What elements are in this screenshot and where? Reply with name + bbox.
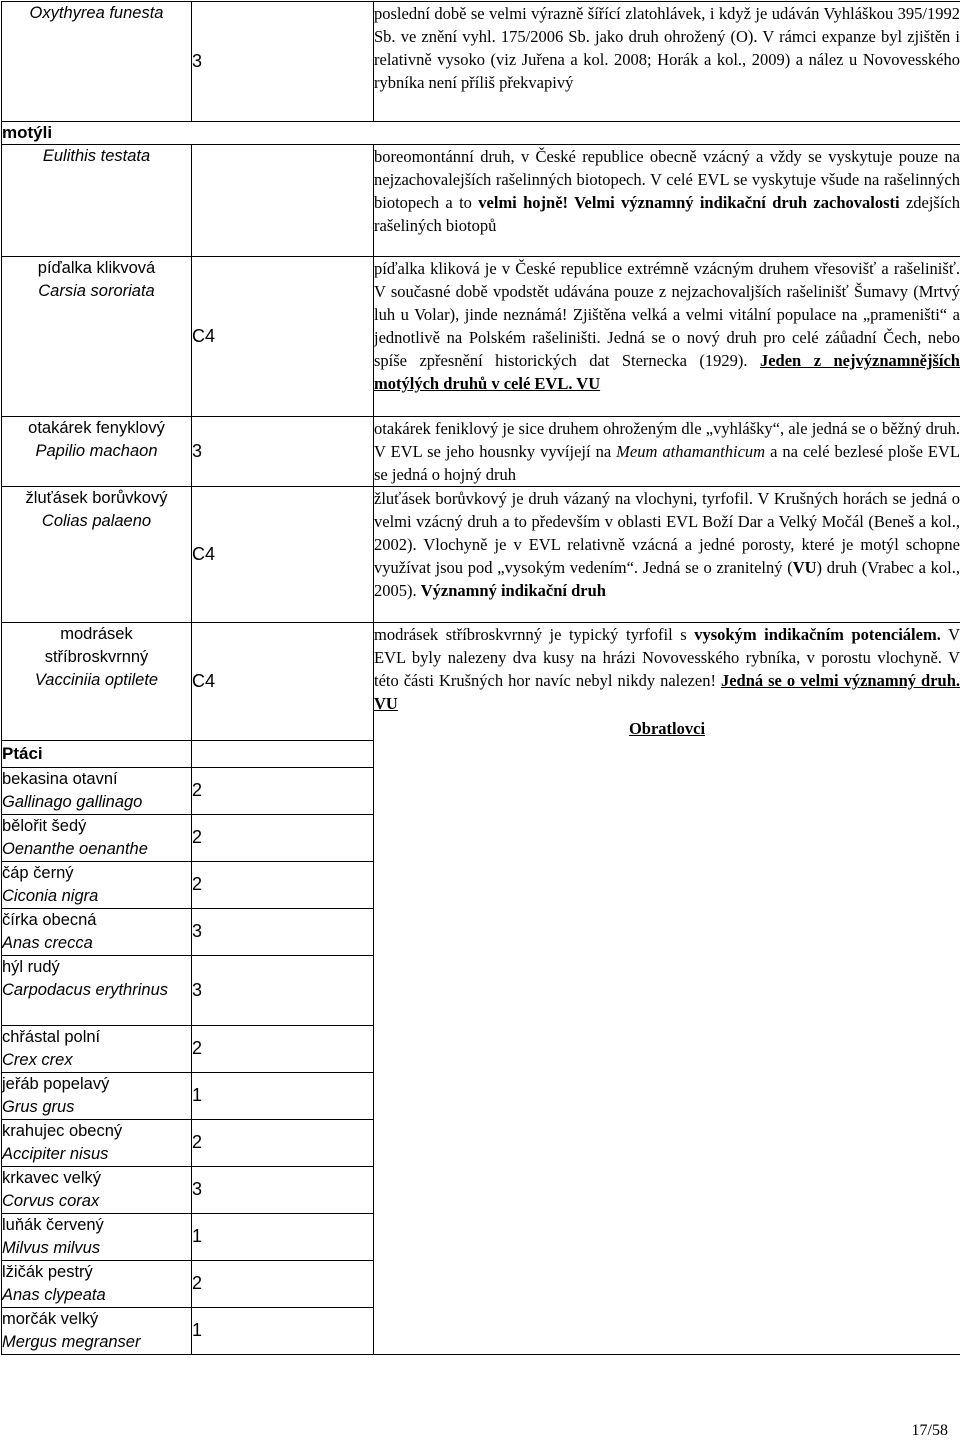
- species-description: otakárek feniklový je sice druhem ohroženým dle „vyhlášky“, ale jedná se o běžný druh. V EVL se jeho housnky vyvíjejí na Meum athamanthicum a na celé bezlesé ploše EVL se jedná o hojný druh: [374, 417, 960, 487]
- page-number: 17/58: [911, 1422, 948, 1439]
- species-latin: Grus grus: [2, 1097, 75, 1116]
- species-latin: Carsia sororiata: [38, 282, 155, 300]
- table-row: [2, 908, 960, 955]
- table-row: [2, 861, 960, 908]
- table-row: [2, 417, 960, 487]
- species-description: boreomontánní druh, v České republice obecně vzácný a vždy se vyskytuje pouze na nejzachovalejších rašelinných biotopech. V celé EVL se vyskytuje všude na rašelinných biotopech a to velmi hojně! Velmi významný indikační druh zachovalosti zdejších rašeliných biotopů: [374, 145, 960, 257]
- species-description: modrásek stříbroskvrnný je typický tyrfofil s vysokým indikačním potenciálem. V EVL byly nalezeny dva kusy na hrázi Novovesského rybníka, v porostu vlochyně. V této části Krušných hor navíc nebyl nikdy nalezen! Jedná se o velmi významný druh. VU Obratlovci: [374, 623, 960, 741]
- threat-category: 2: [192, 1025, 374, 1072]
- table-row: [2, 487, 960, 623]
- threat-category: 3: [192, 908, 374, 955]
- species-latin: Milvus milvus: [2, 1238, 101, 1257]
- threat-category: 2: [192, 1119, 374, 1166]
- table-row: [2, 2, 960, 122]
- species-czech: čírka obecná: [2, 910, 97, 929]
- species-latin: Mergus megranser: [2, 1332, 141, 1351]
- species-czech: lžičák pestrý: [2, 1262, 93, 1281]
- species-latin: Oenanthe oenanthe: [2, 839, 148, 858]
- species-latin: Eulithis testata: [42, 147, 151, 165]
- table-row: [2, 1260, 960, 1307]
- species-description: žluťásek borůvkový je druh vázaný na vlochyni, tyrfofil. V Krušných horách se jedná o velmi vzácný druh a to především v oblasti EVL Boží Dar a Velký Močál (Beneš a kol., 2002). Vlochyně je v EVL relativně vzácná a jedné porosty, které je motýl schopne využívat jsou pod „vysokým vedením“. Jedná se o zranitelný (VU) druh (Vrabec a kol., 2005). Významný indikační druh: [374, 487, 960, 623]
- species-czech: luňák červený: [2, 1215, 104, 1234]
- species-czech: morčák velký: [2, 1309, 99, 1328]
- species-table: [1, 1, 960, 1355]
- species-czech: otakárek fenyklový: [28, 419, 165, 437]
- species-latin: Oxythyrea funesta: [29, 4, 164, 22]
- species-latin: Corvus corax: [2, 1191, 100, 1210]
- species-czech: modrásek: [60, 625, 133, 643]
- table-row: [2, 623, 960, 741]
- species-latin: Colias palaeno: [41, 512, 152, 530]
- table-row: [2, 767, 960, 814]
- table-row: [2, 1072, 960, 1119]
- table-row: [2, 1213, 960, 1260]
- species-latin: Vacciniia optilete: [34, 671, 159, 689]
- table-row: [2, 145, 960, 257]
- threat-category: 3: [192, 955, 374, 1025]
- species-czech: čáp černý: [2, 863, 74, 882]
- species-latin: Carpodacus erythrinus: [2, 980, 168, 999]
- species-latin: Anas clypeata: [2, 1285, 106, 1304]
- species-czech: krahujec obecný: [2, 1121, 123, 1140]
- species-latin: Crex crex: [2, 1050, 73, 1069]
- table-row: [2, 1119, 960, 1166]
- threat-category: 1: [192, 1213, 374, 1260]
- threat-category: 3: [192, 2, 374, 122]
- threat-category: 2: [192, 814, 374, 861]
- species-czech: chřástal polní: [2, 1027, 101, 1046]
- group-row: [2, 122, 960, 145]
- species-latin: Gallinago gallinago: [2, 792, 143, 811]
- species-czech: píďalka klikvová: [37, 259, 156, 277]
- table-row: [2, 955, 960, 1025]
- table-row: [2, 257, 960, 417]
- species-czech: jeřáb popelavý: [2, 1074, 110, 1093]
- species-czech: hýl rudý: [2, 957, 60, 976]
- species-latin: Accipiter nisus: [2, 1144, 109, 1163]
- threat-category: 3: [192, 1166, 374, 1213]
- threat-category: 2: [192, 767, 374, 814]
- threat-category: C4: [192, 487, 374, 623]
- species-latin: Anas crecca: [2, 933, 93, 952]
- threat-category: 1: [192, 1072, 374, 1119]
- table-row: [2, 1025, 960, 1072]
- threat-category: 3: [192, 417, 374, 487]
- threat-category: 1: [192, 1307, 374, 1354]
- species-czech: žluťásek borůvkový: [25, 489, 168, 507]
- group-label-ptaci: Ptáci: [2, 740, 192, 767]
- species-description: píďalka kliková je v České republice extrémně vzácným druhem vřesovišť a rašelinišť. V současné době vpodstět udávána pouze z nejzachovaljších rašelinišť Šumavy (Mrtvý luh u Volar), jinde neznámá! Zjištěna velká a velmi vitální populace na „prameništi“ a jednotlivě na Polském rašeliništi. Jedná se o nový druh pro celé záůadní Čech, nebo spíše zpřesnění historických dat Sternecka (1929). Jeden z nejvýznamnějších motýlých druhů v celé EVL. VU: [374, 257, 960, 417]
- species-latin: Ciconia nigra: [2, 886, 99, 905]
- group-row: [2, 740, 960, 767]
- threat-category: 2: [192, 1260, 374, 1307]
- species-description: poslední době se velmi výrazně šířící zlatohlávek, i když je udáván Vyhláškou 395/1992 Sb. ve znění vyhl. 175/2006 Sb. jako druh ohrožený (O). V rámci expanze byl zjištěn i relativně vysoko (viz Juřena a kol. 2008; Horák a kol., 2009) a nález u Novovesského rybníka není příliš překvapivý: [374, 2, 960, 122]
- table-row: [2, 1307, 960, 1354]
- table-row: [2, 1166, 960, 1213]
- species-czech: bekasina otavní: [2, 769, 118, 788]
- threat-category: C4: [192, 623, 374, 741]
- threat-category: C4: [192, 257, 374, 417]
- table-row: [2, 814, 960, 861]
- group-label-motyli: motýli: [2, 122, 960, 145]
- species-czech: stříbroskvrnný: [44, 648, 149, 666]
- species-czech: bělořit šedý: [2, 816, 87, 835]
- species-czech: krkavec velký: [2, 1168, 102, 1187]
- threat-category: 2: [192, 861, 374, 908]
- section-heading-obratlovci: Obratlovci: [628, 719, 706, 738]
- species-latin: Papilio machaon: [35, 442, 158, 460]
